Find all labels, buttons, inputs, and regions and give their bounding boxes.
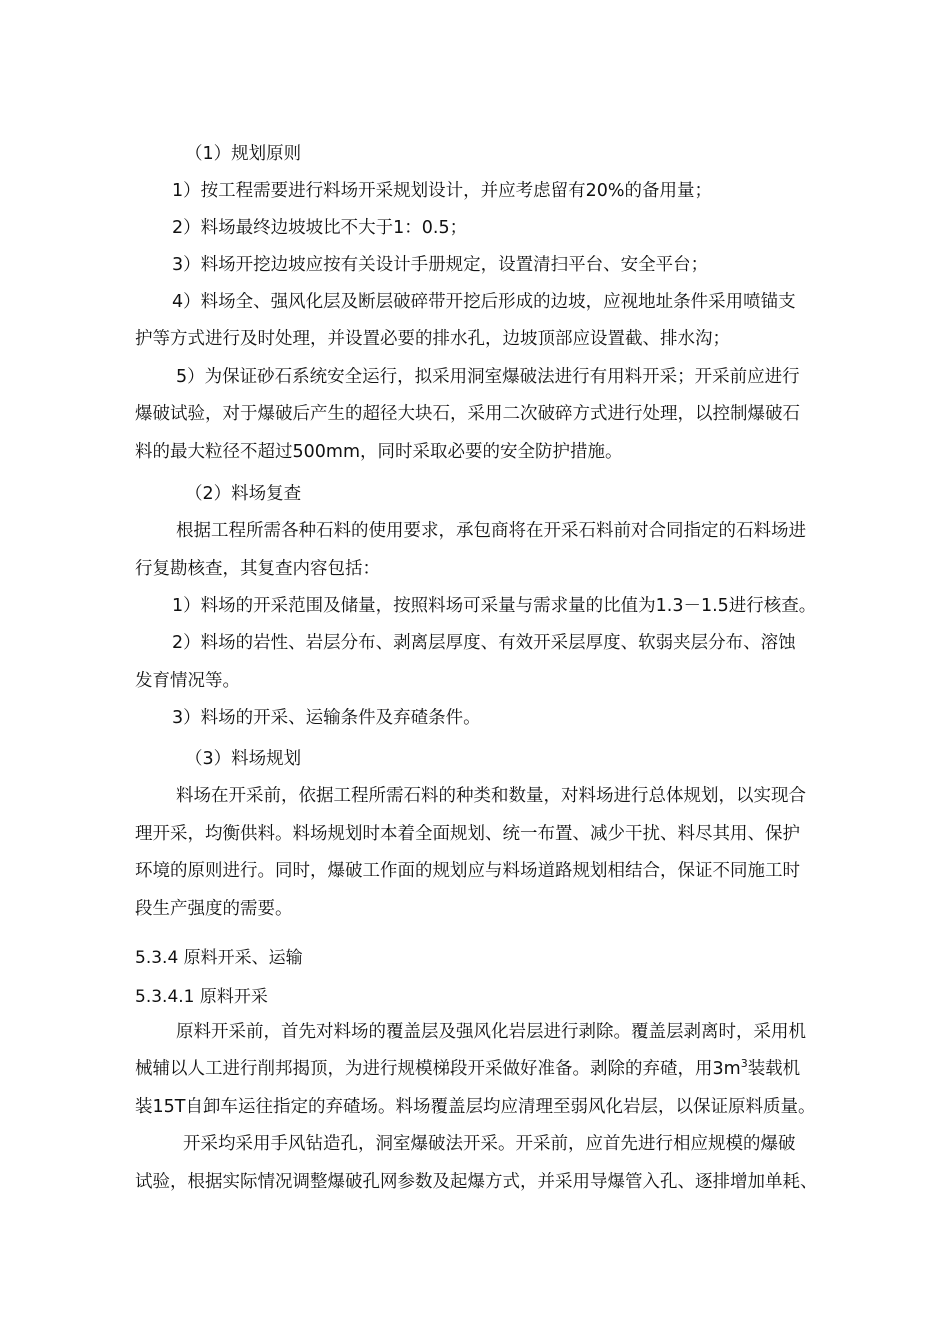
planning-para-line-1: 料场在开采前，依据工程所需石料的种类和数量，对料场进行总体规划，以实现合 [176,786,806,806]
subsection-heading-5341: 5.3.4.1 原料开采 [135,987,268,1007]
review-intro-line-1: 根据工程所需各种石料的使用要求，承包商将在开采石料前对合同指定的石料场进 [176,521,806,541]
extraction-text-b: 装载机 [747,1059,801,1079]
planning-para-line-2: 理开采，均衡供料。料场规划时本着全面规划、统一布置、减少干扰、料尽其用、保护 [135,824,800,844]
review-item-1: 1）料场的开采范围及储量，按照料场可采量与需求量的比值为1.3－1.5进行核查。 [172,596,817,616]
principle-item-1: 1）按工程需要进行料场开采规划设计，并应考虑留有20%的备用量； [172,181,713,201]
review-item-2-line-1: 2）料场的岩性、岩层分布、剥离层厚度、有效开采层厚度、软弱夹层分布、溶蚀 [172,633,796,653]
principle-item-5-line-3: 料的最大粒径不超过500mm，同时采取必要的安全防护措施。 [135,442,623,462]
heading-quarry-review: （2）料场复查 [185,484,302,504]
extraction-para-1-line-2 [135,1058,800,1080]
heading-quarry-planning: （3）料场规划 [185,749,302,769]
principle-item-4-line-1: 4）料场全、强风化层及断层破碎带开挖后形成的边坡，应视地址条件采用喷锚支 [172,292,796,312]
extraction-para-1-line-3: 装15T自卸车运往指定的弃碴场。料场覆盖层均应清理至弱风化岩层，以保证原料质量。 [135,1097,816,1117]
principle-item-5-line-1: 5）为保证砂石系统安全运行，拟采用洞室爆破法进行有用料开采；开采前应进行 [176,367,800,387]
planning-para-line-3: 环境的原则进行。同时，爆破工作面的规划应与料场道路规划相结合，保证不同施工时 [135,861,800,881]
extraction-para-2-line-2: 试验，根据实际情况调整爆破孔网参数及起爆方式，并采用导爆管入孔、逐排增加单耗、 [135,1172,818,1192]
principle-item-4-line-2: 护等方式进行及时处理，并设置必要的排水孔，边坡顶部应设置截、排水沟； [135,329,730,349]
section-heading-534: 5.3.4 原料开采、运输 [135,948,303,968]
extraction-para-2-line-1: 开采均采用手风钻造孔，洞室爆破法开采。开采前，应首先进行相应规模的爆破 [183,1134,796,1154]
principle-item-3: 3）料场开挖边坡应按有关设计手册规定，设置清扫平台、安全平台； [172,255,709,275]
cubic-superscript: 3 [740,1057,748,1071]
extraction-text-a: 械辅以人工进行削邦揭顶，为进行规模梯段开采做好准备。剥除的弃碴，用3m [135,1059,741,1079]
review-intro-line-2: 行复勘核查，其复查内容包括： [135,559,380,579]
review-item-2-line-2: 发育情况等。 [135,671,240,691]
principle-item-5-line-2: 爆破试验，对于爆破后产生的超径大块石，采用二次破碎方式进行处理，以控制爆破石 [135,404,800,424]
planning-para-line-4: 段生产强度的需要。 [135,899,293,919]
extraction-para-1-line-1: 原料开采前，首先对料场的覆盖层及强风化岩层进行剥除。覆盖层剥离时，采用机 [176,1022,806,1042]
heading-planning-principles: （1）规划原则 [185,144,302,164]
principle-item-2: 2）料场最终边坡坡比不大于1：0.5； [172,218,468,238]
review-item-3: 3）料场的开采、运输条件及弃碴条件。 [172,708,481,728]
